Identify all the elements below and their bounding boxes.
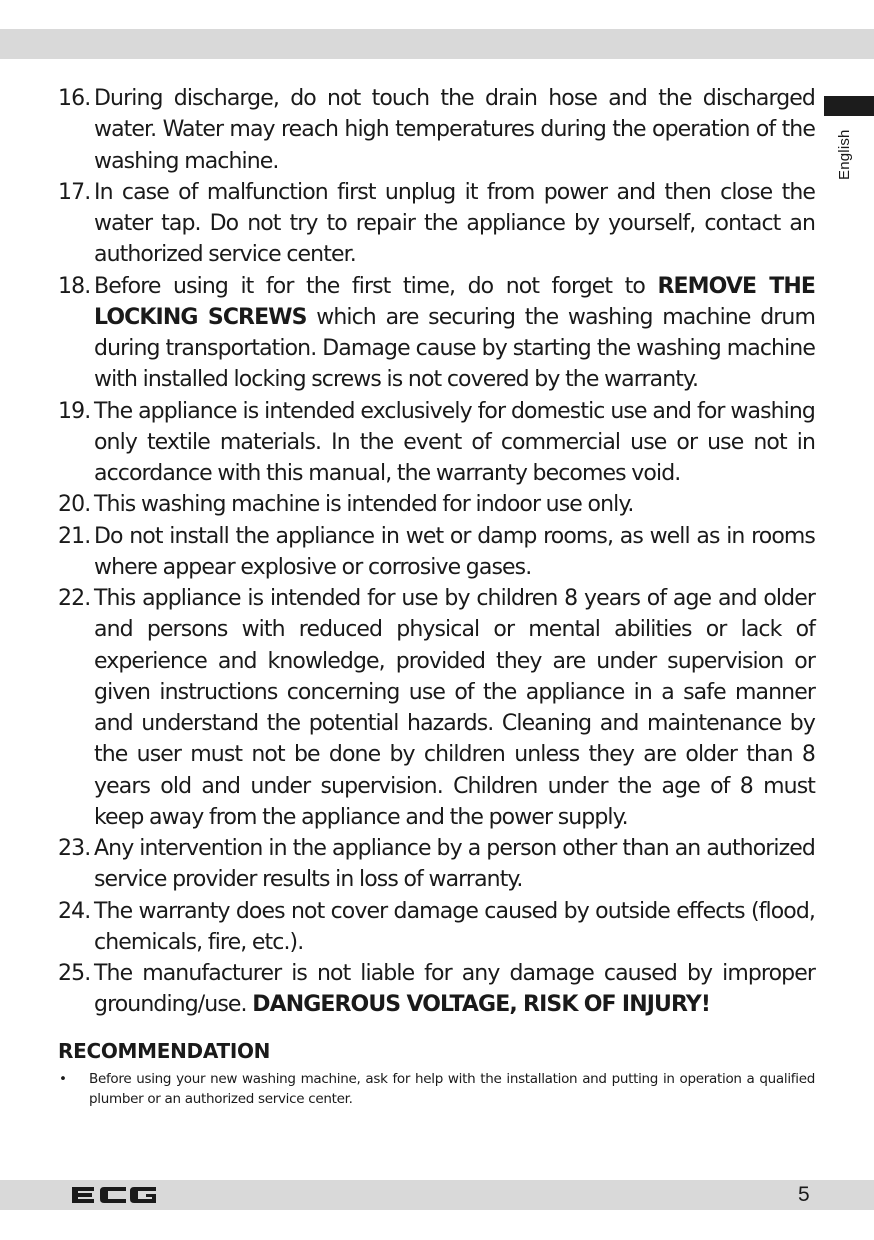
list-item bbox=[58, 521, 815, 584]
item-text: The appliance is intended exclusively for domestic use and for washing only textile materials. In the event of commercial use or use not in accordance with this manual, the warranty becomes void. bbox=[94, 398, 815, 486]
document-body bbox=[58, 83, 815, 1109]
item-text: This washing machine is intended for indoor use only. bbox=[94, 492, 634, 518]
page-number: 5 bbox=[798, 1183, 810, 1206]
item-number: 18. bbox=[58, 273, 91, 299]
item-text: During discharge, do not touch the drain hose and the discharged water. Water may reach high temperatures during the operation of the washing machine. bbox=[94, 86, 815, 174]
recommendation-heading: RECOMMENDATION bbox=[58, 1038, 271, 1063]
list-item bbox=[58, 83, 815, 177]
item-number: 25. bbox=[58, 961, 91, 986]
recommendation-item bbox=[58, 1069, 815, 1109]
item-number: 20. bbox=[58, 492, 91, 518]
recommendation-text: Before using your new washing machine, ask for help with the installation and putting in operation a qualified plumber or an authorized service center. bbox=[89, 1070, 815, 1107]
item-number: 17. bbox=[58, 179, 91, 205]
item-text-lead: Before using it for the first time, do not forget to bbox=[94, 273, 658, 299]
item-number: 24. bbox=[58, 898, 91, 924]
bullet-marker: • bbox=[59, 1070, 67, 1087]
ecg-logo bbox=[70, 1185, 158, 1205]
list-item bbox=[58, 958, 815, 1021]
list-item bbox=[58, 489, 815, 520]
item-number: 16. bbox=[58, 86, 91, 111]
list-item bbox=[58, 177, 815, 271]
list-item bbox=[58, 396, 815, 490]
list-item bbox=[58, 271, 815, 396]
item-number: 19. bbox=[58, 398, 91, 424]
language-label: English bbox=[836, 129, 853, 180]
list-item bbox=[58, 583, 815, 833]
list-item bbox=[58, 833, 815, 896]
top-header-bar bbox=[0, 29, 874, 59]
safety-instructions-list bbox=[58, 83, 815, 1021]
language-tab-marker bbox=[824, 96, 874, 116]
item-text: Any intervention in the appliance by a person other than an authorized service provider results in loss of warranty. bbox=[94, 836, 815, 893]
item-text: In case of malfunction first unplug it from power and then close the water tap. Do not try to repair the appliance by yourself, contact an authorized service center. bbox=[94, 179, 815, 268]
item-number: 23. bbox=[58, 836, 91, 861]
item-text: The warranty does not cover damage caused by outside effects (flood, chemicals, fire, etc.). bbox=[94, 898, 815, 955]
item-text-lead: The manufacturer is not liable for any damage caused by improper grounding/use. bbox=[94, 961, 815, 1018]
item-number: 22. bbox=[58, 586, 91, 611]
item-text: Do not install the appliance in wet or damp rooms, as well as in rooms where appear explosive or corrosive gases. bbox=[94, 523, 815, 580]
recommendation-list bbox=[58, 1069, 815, 1109]
item-text: This appliance is intended for use by children 8 years of age and older and persons with reduced physical or mental abilities or lack of experience and knowledge, provided they are under supervision or given instructions concerning use of the appliance in a safe manner and understand the potential hazards. Cleaning and maintenance by the user must not be done by children unless they are older than 8 years old and under supervision. Children under the age of 8 must keep away from the appliance and the power supply. bbox=[94, 586, 815, 830]
list-item bbox=[58, 896, 815, 959]
item-text-emphasis: DANGEROUS VOLTAGE, RISK OF INJURY! bbox=[252, 992, 710, 1018]
item-text-emphasis: REMOVE THE LOCKING SCREWS bbox=[94, 273, 816, 330]
item-number: 21. bbox=[58, 523, 91, 549]
item-text-trail: which are securing the washing machine drum during transportation. Damage cause by starting the washing machine with installed locking screws is not covered by the warranty. bbox=[94, 304, 815, 393]
